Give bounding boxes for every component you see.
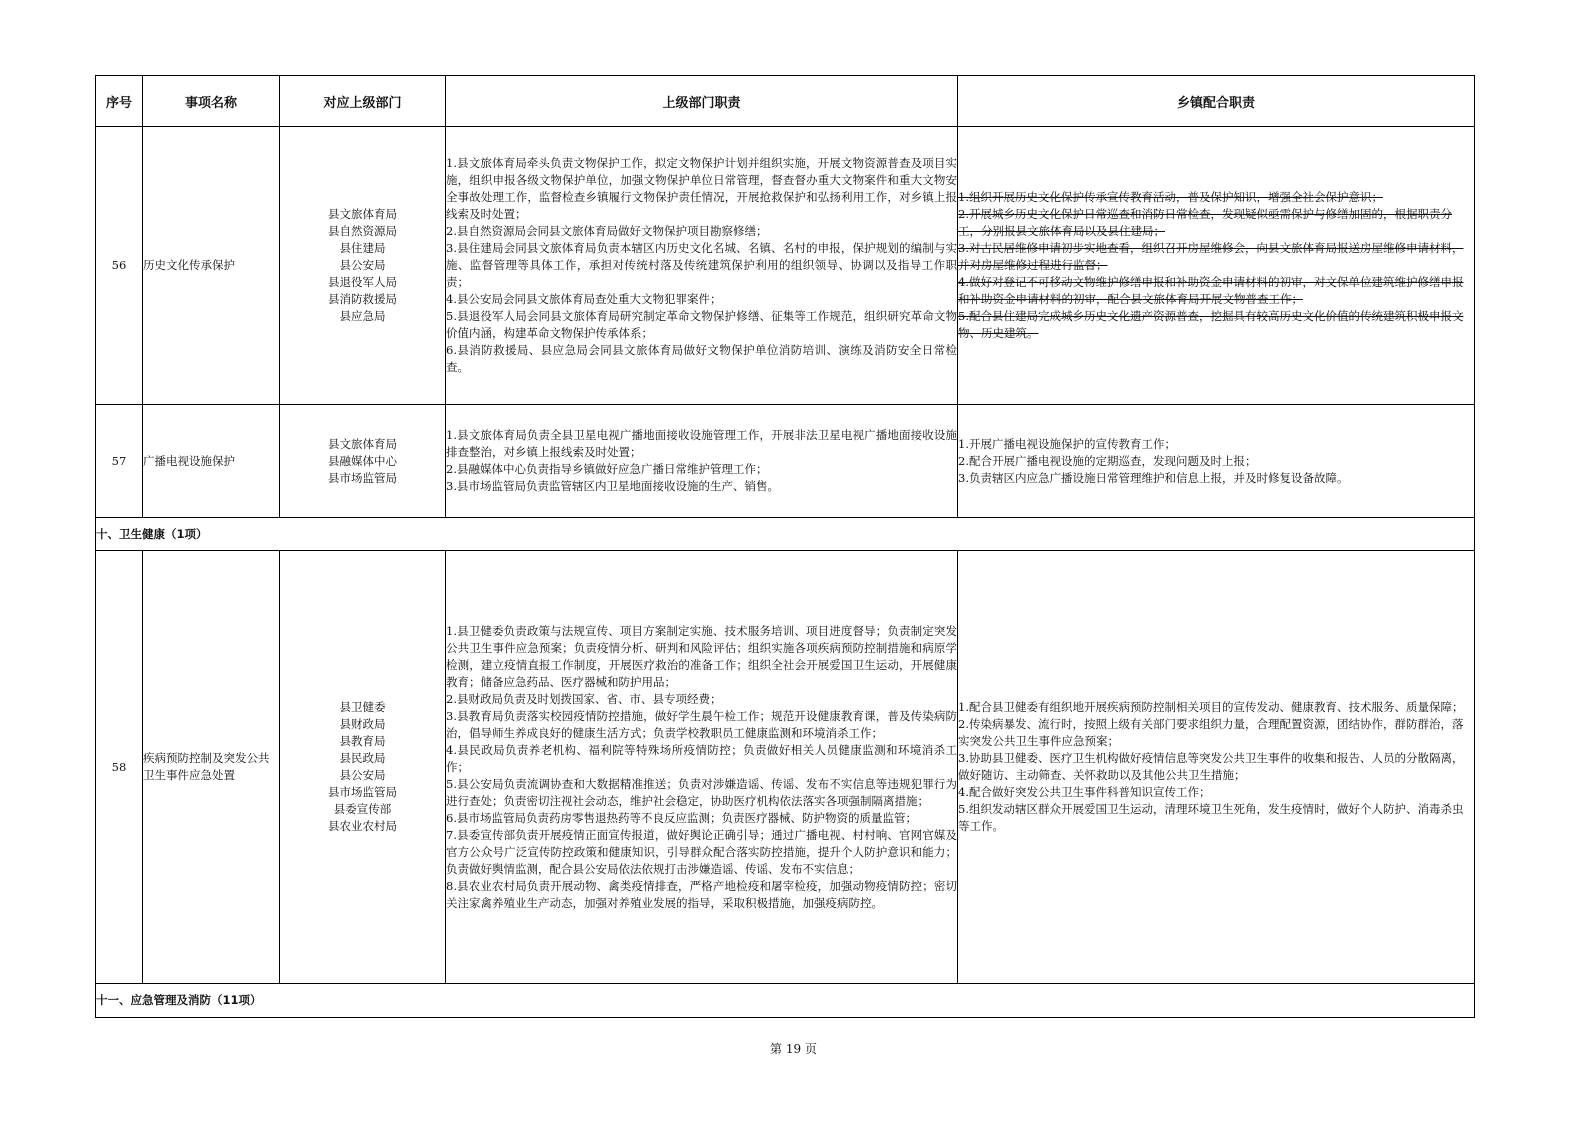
- dept-item: 县退役军人局: [328, 275, 397, 289]
- section-title-emergency: 十一、应急管理及消防（11项）: [96, 984, 1475, 1018]
- section-row: [96, 518, 1475, 551]
- header-coop: 乡镇配合职责: [958, 76, 1475, 127]
- dept-item: 县文旅体育局: [328, 207, 397, 221]
- duty-item: 5.县公安局负责流调协查和大数据精准推送；负责对涉嫌造谣、传谣、发布不实信息等违规犯罪行为进行查处；负责密切注视社会动态，维护社会稳定，协助医疗机构依法落实各项强制隔离措施；: [446, 776, 957, 808]
- coop-item: 3.对古民居维修申请初步实地查看，组织召开房屋维修会，向县文旅体育局报送房屋维修申请材料，并对房屋维修过程进行监督；: [958, 241, 1464, 272]
- row-name: 疾病预防控制及突发公共卫生事件应急处置: [143, 551, 280, 984]
- section-row: [96, 984, 1475, 1018]
- dept-item: 县公安局: [339, 768, 386, 782]
- dept-item: 县公安局: [339, 258, 386, 272]
- header-dept: 对应上级部门: [280, 76, 446, 127]
- dept-item: 县委宣传部: [333, 802, 392, 816]
- coop-item: 3.负责辖区内应急广播设施日常管理维护和信息上报，并及时修复设备故障。: [958, 470, 1349, 485]
- coop-item: 3.协助县卫健委、医疗卫生机构做好疫情信息等突发公共卫生事件的收集和报告、人员的分散隔离，做好随访、主动筛查、关怀救助以及其他公共卫生措施；: [958, 751, 1464, 782]
- coop-item: 4.做好对登记不可移动文物维护修缮申报和补助资金申请材料的初审，对文保单位建筑维护修缮申报和补助资金申请材料的初审，配合县文旅体育局开展文物普查工作；: [958, 275, 1464, 306]
- dept-item: 县农业农村局: [328, 819, 397, 833]
- coop-item: 5.配合县住建局完成城乡历史文化遗产资源普查，挖掘具有较高历史文化价值的传统建筑积极申报文物、历史建筑。: [958, 309, 1464, 340]
- duty-item: 1.县卫健委负责政策与法规宣传、项目方案制定实施、技术服务培训、项目进度督导；负责制定突发公共卫生事件应急预案；负责疫情分析、研判和风险评估；组织实施各项疾病预防控制措施和病原学检测，建立疫情直报工作制度，开展医疗救治的准备工作；组织全社会开展爱国卫生运动，开展健康教育；储备应急药品、医疗器械和防护用品；: [446, 623, 957, 689]
- dept-item: 县消防救援局: [328, 292, 397, 306]
- row-coops: [958, 405, 1475, 518]
- dept-item: 县自然资源局: [328, 224, 397, 238]
- coop-item: 5.组织发动辖区群众开展爱国卫生运动，清理环境卫生死角，发生疫情时，做好个人防护、消毒杀虫等工作。: [958, 802, 1464, 833]
- row-no: 58: [96, 551, 143, 984]
- coop-item: 1.开展广播电视设施保护的宣传教育工作；: [958, 436, 1176, 451]
- coop-item: 2.开展城乡历史文化保护日常巡查和消防日常检查，发现疑似亟需保护与修缮加固的，根据职责分工，分别报县文旅体育局以及县住建局；: [958, 207, 1452, 238]
- duty-item: 2.县财政局负责及时划拨国家、省、市、县专项经费；: [446, 691, 722, 706]
- dept-item: 县市场监管局: [328, 785, 397, 799]
- row-duties: [446, 405, 958, 518]
- header-row: [96, 76, 1475, 127]
- page-number: 第 19 页: [770, 1042, 817, 1056]
- header-duty: 上级部门职责: [446, 76, 958, 127]
- row-duties: [446, 127, 958, 405]
- row-duties: [446, 551, 958, 984]
- table-row: [96, 127, 1475, 405]
- dept-item: 县卫健委: [339, 700, 386, 714]
- table-row: [96, 405, 1475, 518]
- dept-item: 县财政局: [339, 717, 386, 731]
- coop-item: 4.配合做好突发公共卫生事件科普知识宣传工作；: [958, 785, 1211, 799]
- dept-item: 县教育局: [339, 734, 386, 748]
- duty-item: 6.县市场监管局负责药房零售退热药等不良反应监测；负责医疗器械、防护物资的质量监管；: [446, 810, 917, 825]
- coop-item: 1.配合县卫健委有组织地开展疾病预防控制相关项目的宣传发动、健康教育、技术服务、质量保障；: [958, 700, 1464, 714]
- row-no: 56: [96, 127, 143, 405]
- table-row: [96, 551, 1475, 984]
- dept-item: 县市场监管局: [328, 470, 397, 485]
- dept-item: 县住建局: [339, 241, 386, 255]
- row-no: 57: [96, 405, 143, 518]
- row-name: 广播电视设施保护: [143, 405, 280, 518]
- header-no: 序号: [96, 76, 143, 127]
- duty-item: 2.县融媒体中心负责指导乡镇做好应急广播日常维护管理工作；: [446, 462, 768, 476]
- row-coops: [958, 551, 1475, 984]
- duty-item: 7.县委宣传部负责开展疫情正面宣传报道，做好舆论正确引导；通过广播电视、村村响、官网官媒及官方公众号广泛宣传防控政策和健康知识，引导群众配合落实防控措施，提升个人防护意识和能力；负责做好舆情监测，配合县公安局依法依规打击涉嫌造谣、传谣、发布不实信息；: [446, 827, 957, 876]
- coop-item: 2.配合开展广播电视设施的定期巡查，发现问题及时上报；: [958, 453, 1257, 468]
- dept-item: 县文旅体育局: [328, 436, 397, 451]
- duty-item: 5.县退役军人局会同县文旅体育局研究制定革命文物保护修缮、征集等工作规范，组织研究革命文物价值内涵，构建革命文物保护传承体系；: [446, 309, 957, 340]
- row-depts: [280, 127, 446, 405]
- dept-item: 县民政局: [339, 751, 386, 765]
- row-depts: [280, 551, 446, 984]
- duty-item: 2.县自然资源局会同县文旅体育局做好文物保护项目勘察修缮；: [446, 224, 768, 238]
- duty-table: [95, 75, 1475, 1018]
- row-coops-struck: [958, 127, 1475, 405]
- coop-item: 1.组织开展历史文化保护传承宣传教育活动，普及保护知识，增强全社会保护意识；: [958, 190, 1383, 204]
- section-title-health: 十、卫生健康（1项）: [96, 518, 1475, 551]
- duty-item: 8.县农业农村局负责开展动物、禽类疫情排查，严格产地检疫和屠宰检疫，加强动物疫情防控；密切关注家禽养殖业生产动态，加强对养殖业发展的指导，采取积极措施，加强疫病防控。: [446, 878, 957, 910]
- dept-item: 县融媒体中心: [328, 453, 397, 468]
- row-depts: [280, 405, 446, 518]
- duty-item: 4.县民政局负责养老机构、福利院等特殊场所疫情防控；负责做好相关人员健康监测和环境消杀工作；: [446, 742, 957, 774]
- row-name: 历史文化传承保护: [143, 127, 280, 405]
- duty-item: 3.县市场监管局负责监管辖区内卫星地面接收设施的生产、销售。: [446, 479, 779, 493]
- coop-item: 2.传染病暴发、流行时，按照上级有关部门要求组织力量，合理配置资源，团结协作，群防群治，落实突发公共卫生事件应急预案；: [958, 717, 1464, 748]
- duty-item: 3.县住建局会同县文旅体育局负责本辖区内历史文化名城、名镇、名村的申报，保护规划的编制与实施、监督管理等具体工作，承担对传统村落及传统建筑保护利用的组织领导、协调以及指导工作职责；: [446, 241, 957, 289]
- duty-item: 3.县教育局负责落实校园疫情防控措施，做好学生晨午检工作；规范开设健康教育课，普及传染病防治，倡导师生养成良好的健康生活方式；负责学校教职员工健康监测和环境消杀工作；: [446, 708, 957, 740]
- duty-item: 1.县文旅体育局负责全县卫星电视广播地面接收设施管理工作，开展非法卫星电视广播地面接收设施排查整治，对乡镇上报线索及时处置；: [446, 428, 957, 459]
- duty-item: 1.县文旅体育局牵头负责文物保护工作，拟定文物保护计划并组织实施，开展文物资源普查及项目实施，组织申报各级文物保护单位，加强文物保护单位日常管理，督查督办重大文物案件和重大文物安全事故处理工作，监督检查乡镇履行文物保护责任情况，开展抢救保护和弘扬利用工作，对乡镇上报线索及时处置；: [446, 156, 957, 221]
- duty-item: 6.县消防救援局、县应急局会同县文旅体育局做好文物保护单位消防培训、演练及消防安全日常检查。: [446, 343, 957, 374]
- duty-item: 4.县公安局会同县文旅体育局查处重大文物犯罪案件；: [446, 292, 722, 306]
- dept-item: 县应急局: [339, 309, 386, 323]
- header-name: 事项名称: [143, 76, 280, 127]
